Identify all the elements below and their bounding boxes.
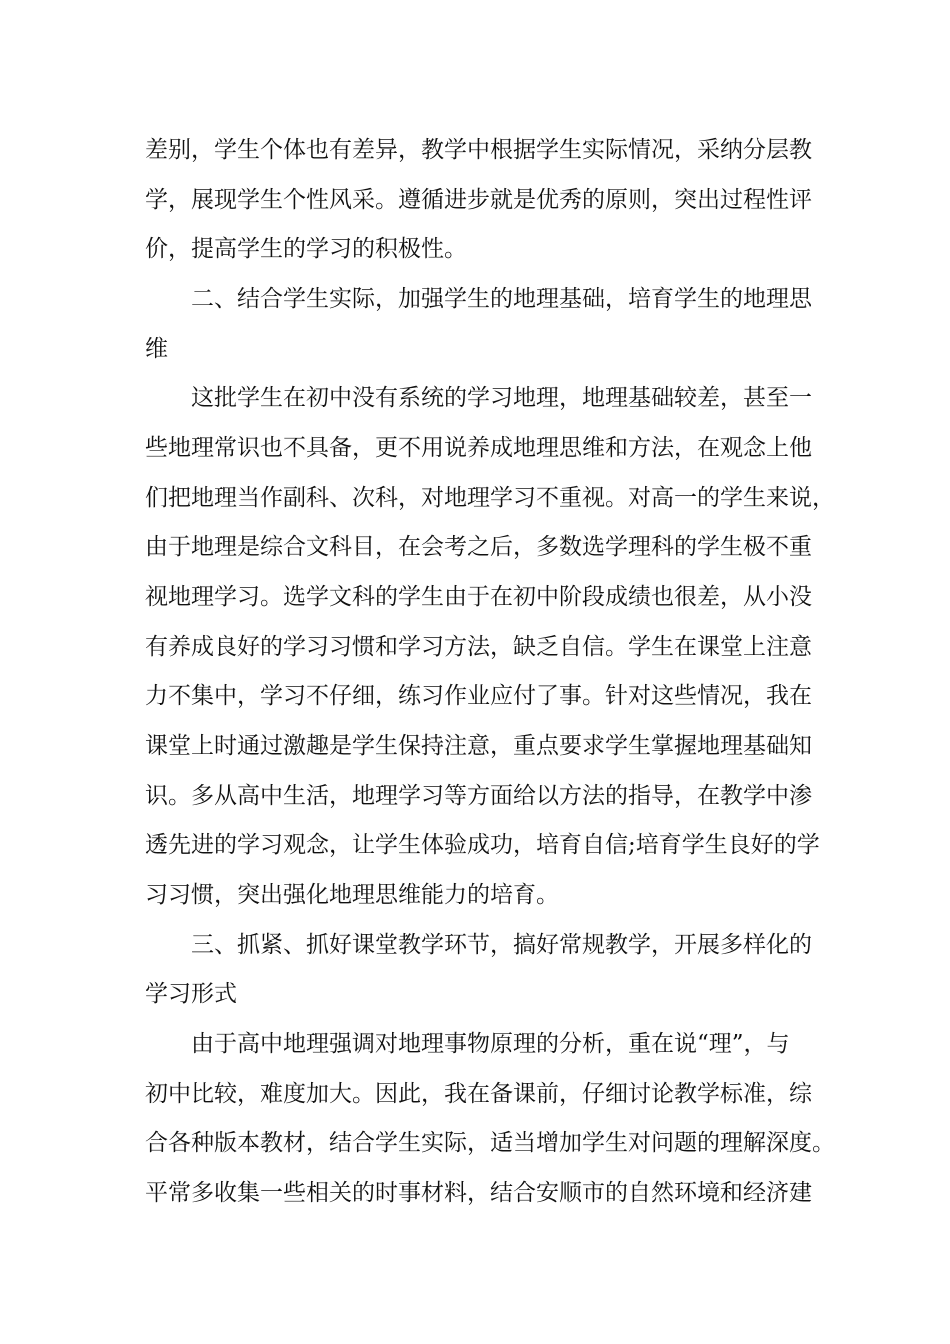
text-line: 差别，学生个体也有差异，教学中根据学生实际情况，采纳分层教	[145, 137, 812, 163]
section-heading: 三、抓紧、抓好课堂教学环节，搞好常规教学，开展多样化的	[191, 932, 812, 958]
text-line: 透先进的学习观念，让学生体验成功，培育自信;培育学生良好的学	[145, 832, 820, 858]
text-line: 由于高中地理强调对地理事物原理的分析，重在说“理”，与	[191, 1031, 790, 1057]
section-heading: 二、结合学生实际，加强学生的地理基础，培育学生的地理思	[191, 286, 812, 312]
text-line: 识。多从高中生活，地理学习等方面给以方法的指导，在教学中渗	[145, 783, 812, 809]
text-line: 力不集中，学习不仔细，练习作业应付了事。针对这些情况，我在	[145, 683, 812, 709]
section-heading: 维	[145, 336, 168, 362]
text-line: 些地理常识也不具备，更不用说养成地理思维和方法，在观念上他	[145, 435, 812, 461]
section-heading: 学习形式	[145, 981, 237, 1007]
text-line: 学，展现学生个性风采。遵循进步就是优秀的原则，突出过程性评	[145, 187, 812, 213]
text-line: 有养成良好的学习习惯和学习方法，缺乏自信。学生在课堂上注意	[145, 634, 812, 660]
text-line: 价，提高学生的学习的积极性。	[145, 236, 467, 262]
text-line: 初中比较，难度加大。因此，我在备课前，仔细讨论教学标准，综	[145, 1081, 812, 1107]
text-line: 们把地理当作副科、次科，对地理学习不重视。对高一的学生来说，	[145, 485, 835, 511]
text-line: 习习惯，突出强化地理思维能力的培育。	[145, 882, 559, 908]
text-line: 由于地理是综合文科目，在会考之后，多数选学理科的学生极不重	[145, 534, 812, 560]
text-line: 平常多收集一些相关的时事材料，结合安顺市的自然环境和经济建	[145, 1180, 812, 1206]
text-line: 这批学生在初中没有系统的学习地理，地理基础较差，甚至一	[191, 385, 812, 411]
text-line: 合各种版本教材，结合学生实际，适当增加学生对问题的理解深度。	[145, 1130, 835, 1156]
text-line: 课堂上时通过激趣是学生保持注意，重点要求学生掌握地理基础知	[145, 733, 812, 759]
text-line: 视地理学习。选学文科的学生由于在初中阶段成绩也很差，从小没	[145, 584, 812, 610]
